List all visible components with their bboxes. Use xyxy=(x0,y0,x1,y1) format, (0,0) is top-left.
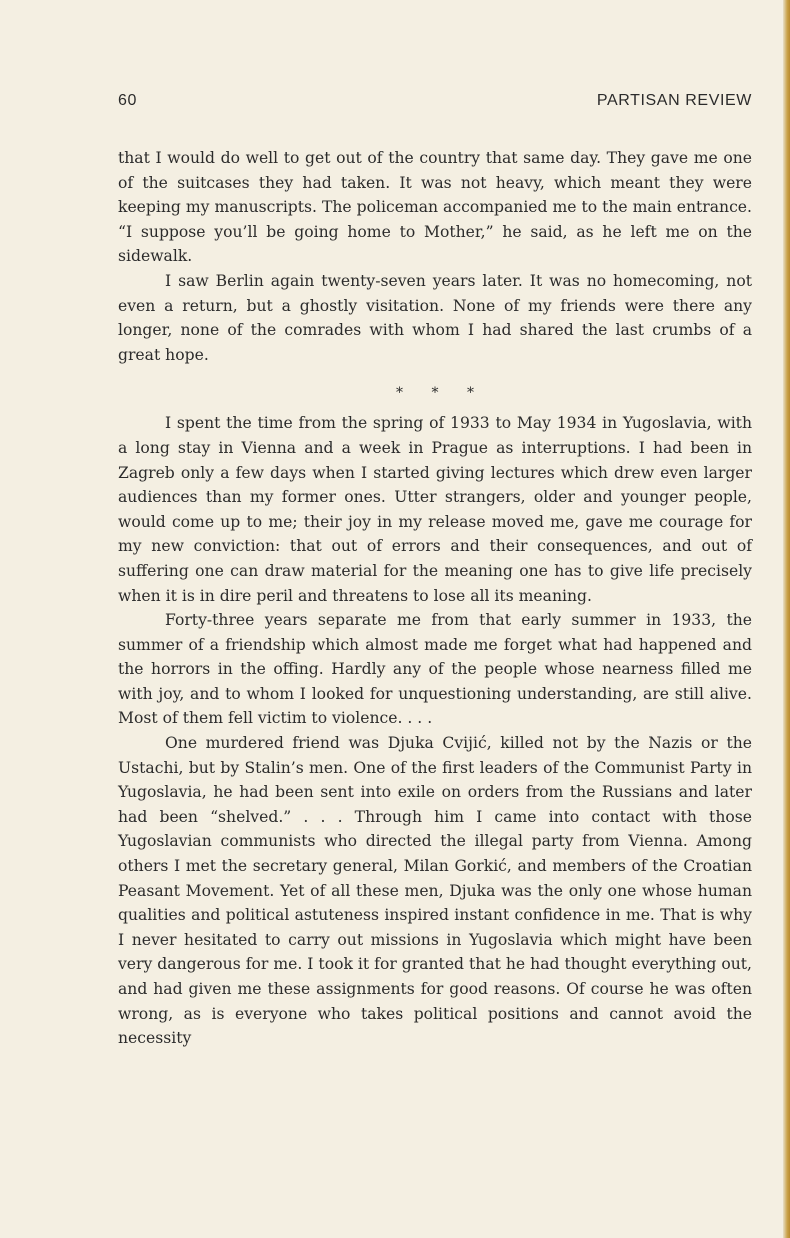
body-text xyxy=(118,146,752,1051)
paragraph-2: I saw Berlin again twenty-seven years later. It was no homecoming, not even a return, but a ghostly visitation. None of my friends were there any longer, none of the comrades with whom I had shared the last crumbs of a great hope. xyxy=(118,271,752,364)
running-head xyxy=(118,92,752,114)
page-edge xyxy=(783,0,790,1238)
journal-title: PARTISAN REVIEW xyxy=(596,92,752,109)
paragraph-4: Forty-three years separate me from that early summer in 1933, the summer of a friendship which almost made me forget what had happened and the horrors in the offing. Hardly any of the people whose nearness filled me with joy, and to whom I looked for unquestioning understanding, are still alive. Most of them fell victim to violence. . . . xyxy=(118,611,752,728)
paragraph-1: that I would do well to get out of the country that same day. They gave me one of the suitcases they had taken. It was not heavy, which meant they were keeping my manuscripts. The policeman accompanied me to the main entrance. “I suppose you’ll be going home to Mother,” he said, as he left me on the sidewalk. xyxy=(118,149,752,266)
page-number: 60 xyxy=(118,92,137,109)
section-break: * * * xyxy=(396,385,486,402)
paragraph-3: I spent the time from the spring of 1933 to May 1934 in Yugoslavia, with a long stay in Vienna and a week in Prague as interruptions. I had been in Zagreb only a few days when I started giving lectures which drew even larger audiences than my former ones. Utter strangers, older and younger people, would come up to me; their joy in my release moved me, gave me courage for my new conviction: that out of errors and their consequences, and out of suffering one can draw material for the meaning one has to give life precisely when it is in dire peril and threatens to lose all its meaning. xyxy=(118,414,752,605)
paragraph-5: One murdered friend was Djuka Cvijić, killed not by the Nazis or the Ustachi, but by Stalin’s men. One of the first leaders of the Communist Party in Yugoslavia, he had been sent into exile on orders from the Russians and later had been “shelved.” . . . Through him I came into contact with those Yugoslavian communists who directed the illegal party from Vienna. Among others I met the secretary general, Milan Gorkić, and members of the Croatian Peasant Movement. Yet of all these men, Djuka was the only one whose human qualities and political astuteness inspired instant confidence in me. That is why I never hesitated to carry out missions in Yugoslavia which might have been very dangerous for me. I took it for granted that he had thought everything out, and had given me these assignments for good reasons. Of course he was often wrong, as is everyone who takes political positions and cannot avoid the necessity xyxy=(118,734,752,1048)
